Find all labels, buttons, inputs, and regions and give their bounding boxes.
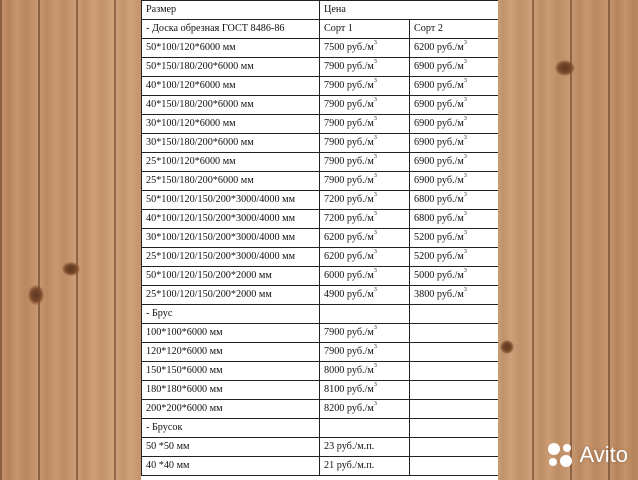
avito-dots-icon	[545, 442, 575, 468]
cubic-superscript: 3	[373, 211, 377, 217]
cubic-superscript: 3	[373, 59, 377, 65]
section-title-row	[142, 305, 499, 324]
grade-1-price	[320, 457, 410, 476]
grade-1-price	[320, 229, 410, 248]
grade-2-price	[410, 134, 499, 153]
table-row	[142, 77, 499, 96]
cubic-superscript: 3	[373, 268, 377, 274]
grade-1-price	[320, 39, 410, 58]
cubic-superscript: 3	[373, 249, 377, 255]
cubic-superscript: 3	[463, 173, 467, 179]
size-cell: 40*150/180/200*6000 мм	[142, 96, 320, 115]
grade-1-price-value: 7900 руб./м	[324, 61, 374, 72]
table-row	[142, 438, 499, 457]
grade-2-price-value: 6800 руб./м	[414, 194, 464, 205]
size-cell: 40 *40 мм	[142, 457, 320, 476]
cubic-superscript: 3	[463, 59, 467, 65]
wood-knot	[62, 262, 80, 276]
size-cell: 40*100/120/150/200*3000/4000 мм	[142, 210, 320, 229]
header-row	[142, 1, 499, 20]
cubic-superscript: 3	[463, 230, 467, 236]
grade-2-price	[410, 39, 499, 58]
grade-2-price	[410, 153, 499, 172]
grade-1-header: Сорт 1	[320, 20, 410, 39]
grade-1-price	[320, 96, 410, 115]
grade-2-price	[410, 191, 499, 210]
grade-1-price-value: 8000 руб./м	[324, 365, 374, 376]
grade-2-price-value: 5200 руб./м	[414, 251, 464, 262]
grade-1-price	[320, 77, 410, 96]
cubic-superscript: 3	[373, 154, 377, 160]
grade-1-price-value: 7500 руб./м	[324, 42, 374, 53]
size-cell: 200*200*6000 мм	[142, 400, 320, 419]
cubic-superscript: 3	[463, 154, 467, 160]
table-row	[142, 134, 499, 153]
table-row	[142, 324, 499, 343]
grade-1-price-value: 6000 руб./м	[324, 270, 374, 281]
cubic-superscript: 3	[373, 230, 377, 236]
cubic-superscript: 3	[463, 287, 467, 293]
cubic-superscript: 3	[373, 325, 377, 331]
grade-1-price	[320, 362, 410, 381]
cubic-superscript: 3	[463, 40, 467, 46]
size-cell: 25*150/180/200*6000 мм	[142, 172, 320, 191]
section-title: - Брусок	[142, 419, 320, 438]
grade-2-price	[410, 343, 499, 362]
cubic-superscript: 3	[373, 135, 377, 141]
grade-1-price	[320, 153, 410, 172]
grade-1-price	[320, 210, 410, 229]
grade-2-header: Сорт 2	[410, 20, 499, 39]
grade-2-price	[410, 362, 499, 381]
cubic-superscript: 3	[373, 40, 377, 46]
grade-2-price	[410, 438, 499, 457]
header-size: Размер	[142, 1, 320, 20]
avito-text: Avito	[579, 442, 628, 467]
grade-2-price	[410, 96, 499, 115]
table-row	[142, 248, 499, 267]
grade-2-price	[410, 172, 499, 191]
grade-2-price	[410, 248, 499, 267]
grade-2-price-value: 6900 руб./м	[414, 118, 464, 129]
grade-1-price-value: 7900 руб./м	[324, 80, 374, 91]
grade-2-price	[410, 58, 499, 77]
size-cell: 50*100/120/150/200*2000 мм	[142, 267, 320, 286]
cubic-superscript: 3	[463, 116, 467, 122]
avito-watermark	[545, 442, 628, 468]
cubic-superscript: 3	[373, 97, 377, 103]
cubic-superscript: 3	[463, 97, 467, 103]
grade-1-price-value: 7900 руб./м	[324, 175, 374, 186]
cubic-superscript: 3	[373, 116, 377, 122]
section-title-row	[142, 20, 499, 39]
section-title: - Доска обрезная ГОСТ 8486-86	[142, 20, 320, 39]
size-cell: 25*100/120*6000 мм	[142, 153, 320, 172]
table-row	[142, 115, 499, 134]
grade-2-price	[410, 400, 499, 419]
grade-1-price	[320, 134, 410, 153]
grade-1-price	[320, 343, 410, 362]
grade-2-price	[410, 267, 499, 286]
grade-2-price	[410, 286, 499, 305]
size-cell: 30*100/120*6000 мм	[142, 115, 320, 134]
cubic-superscript: 3	[463, 135, 467, 141]
table-row	[142, 39, 499, 58]
grade-2-price-value: 5000 руб./м	[414, 270, 464, 281]
grade-1-price-value: 7900 руб./м	[324, 99, 374, 110]
size-cell: 50 *50 мм	[142, 438, 320, 457]
cubic-superscript: 3	[373, 78, 377, 84]
size-cell: 25*100/120/150/200*2000 мм	[142, 286, 320, 305]
grade-2-price-value: 6800 руб./м	[414, 213, 464, 224]
grade-2-price-value: 6200 руб./м	[414, 42, 464, 53]
size-cell: 180*180*6000 мм	[142, 381, 320, 400]
cubic-superscript: 3	[463, 78, 467, 84]
table-row	[142, 457, 499, 476]
grade-1-price-value: 7900 руб./м	[324, 346, 374, 357]
empty-cell	[320, 305, 410, 324]
grade-2-price	[410, 115, 499, 134]
grade-1-price	[320, 115, 410, 134]
grade-1-price-value: 7900 руб./м	[324, 137, 374, 148]
cubic-superscript: 3	[373, 192, 377, 198]
grade-2-price-value: 6900 руб./м	[414, 80, 464, 91]
grade-1-price-value: 7200 руб./м	[324, 213, 374, 224]
cubic-superscript: 3	[463, 192, 467, 198]
grade-1-price-value: 8100 руб./м	[324, 384, 374, 395]
empty-cell	[320, 419, 410, 438]
grade-1-price-value: 6200 руб./м	[324, 232, 374, 243]
empty-cell	[410, 305, 499, 324]
cubic-superscript: 3	[463, 249, 467, 255]
grade-1-price	[320, 324, 410, 343]
size-cell: 100*100*6000 мм	[142, 324, 320, 343]
table-row	[142, 400, 499, 419]
table-row	[142, 210, 499, 229]
grade-1-price-value: 23 руб./м.п.	[324, 441, 375, 452]
price-table	[141, 0, 498, 476]
table-row	[142, 229, 499, 248]
table-row	[142, 343, 499, 362]
size-cell: 30*150/180/200*6000 мм	[142, 134, 320, 153]
grade-2-price	[410, 381, 499, 400]
grade-1-price-value: 7900 руб./м	[324, 156, 374, 167]
grade-2-price-value: 6900 руб./м	[414, 99, 464, 110]
grade-2-price-value: 6900 руб./м	[414, 61, 464, 72]
table-row	[142, 381, 499, 400]
table-row	[142, 267, 499, 286]
grade-1-price	[320, 400, 410, 419]
grade-1-price	[320, 248, 410, 267]
header-price: Цена	[320, 1, 499, 20]
wood-knot	[28, 285, 44, 305]
table-row	[142, 362, 499, 381]
cubic-superscript: 3	[373, 287, 377, 293]
grade-1-price	[320, 286, 410, 305]
size-cell: 50*100/120/150/200*3000/4000 мм	[142, 191, 320, 210]
section-title-row	[142, 419, 499, 438]
size-cell: 50*100/120*6000 мм	[142, 39, 320, 58]
cubic-superscript: 3	[373, 173, 377, 179]
grade-1-price-value: 7900 руб./м	[324, 118, 374, 129]
grade-1-price-value: 7200 руб./м	[324, 194, 374, 205]
table-row	[142, 286, 499, 305]
grade-1-price	[320, 191, 410, 210]
grade-1-price-value: 7900 руб./м	[324, 327, 374, 338]
size-cell: 30*100/120/150/200*3000/4000 мм	[142, 229, 320, 248]
grade-2-price-value: 5200 руб./м	[414, 232, 464, 243]
table-row	[142, 172, 499, 191]
price-list-sheet	[141, 0, 498, 480]
size-cell: 50*150/180/200*6000 мм	[142, 58, 320, 77]
grade-1-price-value: 21 руб./м.п.	[324, 460, 375, 471]
grade-2-price-value: 3800 руб./м	[414, 289, 464, 300]
grade-1-price	[320, 381, 410, 400]
size-cell: 25*100/120/150/200*3000/4000 мм	[142, 248, 320, 267]
table-row	[142, 96, 499, 115]
table-row	[142, 153, 499, 172]
grade-2-price-value: 6900 руб./м	[414, 137, 464, 148]
cubic-superscript: 3	[373, 363, 377, 369]
grade-1-price-value: 6200 руб./м	[324, 251, 374, 262]
cubic-superscript: 3	[463, 211, 467, 217]
cubic-superscript: 3	[463, 268, 467, 274]
size-cell: 150*150*6000 мм	[142, 362, 320, 381]
grade-2-price-value: 6900 руб./м	[414, 156, 464, 167]
size-cell: 120*120*6000 мм	[142, 343, 320, 362]
grade-2-price	[410, 229, 499, 248]
grade-1-price	[320, 58, 410, 77]
grade-2-price	[410, 77, 499, 96]
grade-2-price	[410, 457, 499, 476]
cubic-superscript: 3	[373, 344, 377, 350]
grade-1-price	[320, 438, 410, 457]
cubic-superscript: 3	[373, 401, 377, 407]
table-row	[142, 58, 499, 77]
grade-2-price	[410, 210, 499, 229]
cubic-superscript: 3	[373, 382, 377, 388]
wood-knot	[500, 340, 514, 354]
grade-2-price-value: 6900 руб./м	[414, 175, 464, 186]
empty-cell	[410, 419, 499, 438]
table-row	[142, 191, 499, 210]
grade-1-price	[320, 172, 410, 191]
wood-knot	[555, 60, 575, 76]
grade-2-price	[410, 324, 499, 343]
grade-1-price-value: 8200 руб./м	[324, 403, 374, 414]
size-cell: 40*100/120*6000 мм	[142, 77, 320, 96]
section-title: - Брус	[142, 305, 320, 324]
grade-1-price-value: 4900 руб./м	[324, 289, 374, 300]
grade-1-price	[320, 267, 410, 286]
